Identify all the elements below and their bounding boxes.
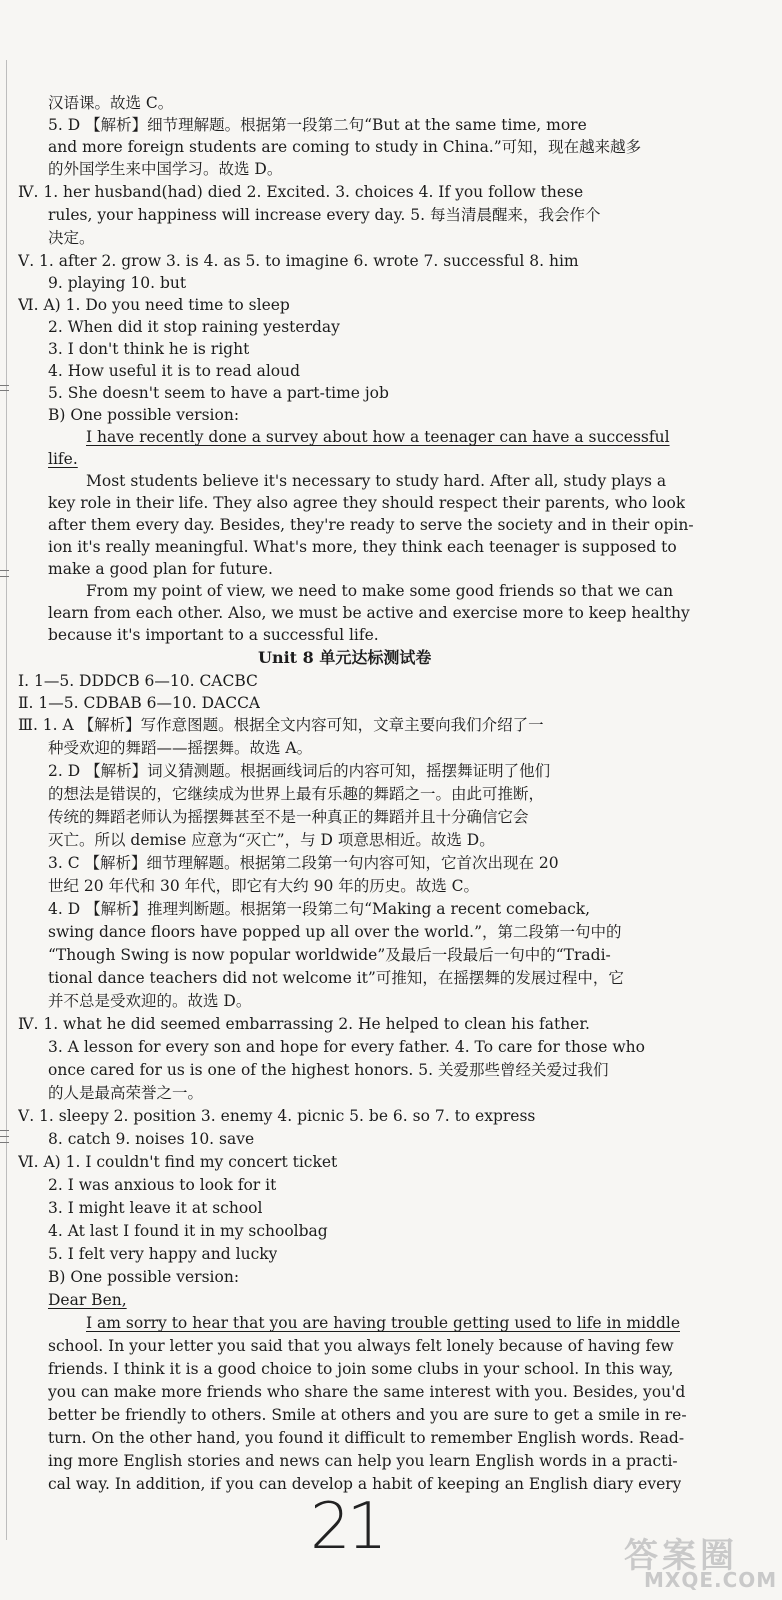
text-line: learn from each other. Also, we must be active and exercise more to keep healthy <box>48 604 690 622</box>
text-line: Ⅱ. 1—5. CDBAB 6—10. DACCA <box>18 694 261 712</box>
text-line: 灭亡。所以 demise 应意为“灭亡”，与 D 项意思相近。故选 D。 <box>48 831 495 849</box>
underlined-line: life. <box>48 450 78 468</box>
text-line: Ⅵ. A) 1. Do you need time to sleep <box>18 296 290 314</box>
underlined-line: I am sorry to hear that you are having trouble getting used to life in middle <box>86 1314 681 1332</box>
text-line: B) One possible version: <box>48 1268 240 1286</box>
text-line: 4. At last I found it in my schoolbag <box>48 1222 328 1240</box>
text-line: swing dance floors have popped up all over the world.”，第二段第一句中的 <box>48 923 622 941</box>
text-line: and more foreign students are coming to study in China.”可知，现在越来越多 <box>48 138 642 156</box>
text-line: after them every day. Besides, they're ready to serve the society and in their opin- <box>48 516 694 534</box>
text-line: friends. I think it is a good choice to join some clubs in your school. In this way, <box>48 1360 674 1378</box>
text-line: once cared for us is one of the highest honors. 5. 关爱那些曾经关爱过我们 <box>48 1061 609 1079</box>
text-line: 5. I felt very happy and lucky <box>48 1245 278 1263</box>
text-line: cal way. In addition, if you can develop a habit of keeping an English diary every <box>48 1475 682 1493</box>
text-line: school. In your letter you said that you always felt lonely because of having few <box>48 1337 674 1355</box>
text-line: Ⅴ. 1. after 2. grow 3. is 4. as 5. to imagine 6. wrote 7. successful 8. him <box>18 252 579 270</box>
text-line: 3. I might leave it at school <box>48 1199 263 1217</box>
text-line: 3. C 【解析】细节理解题。根据第二段第一句内容可知，它首次出现在 20 <box>48 854 559 872</box>
text-line: Ⅳ. 1. what he did seemed embarrassing 2. He helped to clean his father. <box>18 1015 590 1033</box>
binding-edge-line <box>6 60 7 1540</box>
text-line: tional dance teachers did not welcome it”可推知，在摇摆舞的发展过程中，它 <box>48 969 624 987</box>
text-line: make a good plan for future. <box>48 560 273 578</box>
text-line: 汉语课。故选 C。 <box>48 94 174 112</box>
unit-heading: Unit 8 单元达标测试卷 <box>258 648 432 667</box>
binding-tick <box>0 1130 9 1131</box>
text-line: Most students believe it's necessary to study hard. After all, study plays a <box>86 472 667 490</box>
binding-tick <box>0 390 9 391</box>
underlined-line: I have recently done a survey about how a teenager can have a successful <box>86 428 670 446</box>
text-line: B) One possible version: <box>48 406 240 424</box>
binding-tick <box>0 1136 9 1137</box>
text-line: Ⅴ. 1. sleepy 2. position 3. enemy 4. picnic 5. be 6. so 7. to express <box>18 1107 536 1125</box>
text-line: 3. I don't think he is right <box>48 340 250 358</box>
text-line: 2. When did it stop raining yesterday <box>48 318 340 336</box>
text-line: 2. D 【解析】词义猜测题。根据画线词后的内容可知，摇摆舞证明了他们 <box>48 762 551 780</box>
text-line: Ⅰ. 1—5. DDDCB 6—10. CACBC <box>18 672 258 690</box>
text-line: 世纪 20 年代和 30 年代，即它有大约 90 年的历史。故选 C。 <box>48 877 480 895</box>
text-line: ing more English stories and news can help you learn English words in a practi- <box>48 1452 678 1470</box>
text-line: Ⅵ. A) 1. I couldn't find my concert ticket <box>18 1153 338 1171</box>
watermark-logo-text: 答案圈 <box>624 1536 738 1576</box>
text-line: 决定。 <box>48 229 95 247</box>
binding-tick <box>0 385 9 386</box>
text-line: Ⅳ. 1. her husband(had) died 2. Excited. 3. choices 4. If you follow these <box>18 183 584 201</box>
text-line: better be friendly to others. Smile at others and you are sure to get a smile in re- <box>48 1406 687 1424</box>
text-line: 4. How useful it is to read aloud <box>48 362 301 380</box>
text-line: 8. catch 9. noises 10. save <box>48 1130 255 1148</box>
text-line: turn. On the other hand, you found it difficult to remember English words. Read- <box>48 1429 685 1447</box>
text-line: 4. D 【解析】推理判断题。根据第一段第二句“Making a recent comeback, <box>48 900 591 918</box>
binding-tick <box>0 1142 9 1143</box>
text-line: 5. She doesn't seem to have a part-time job <box>48 384 389 402</box>
binding-tick <box>0 576 9 577</box>
text-line: From my point of view, we need to make some good friends so that we can <box>86 582 674 600</box>
letter-salutation: Dear Ben, <box>48 1291 127 1309</box>
text-line: 的人是最高荣誉之一。 <box>48 1084 204 1102</box>
text-line: 5. D 【解析】细节理解题。根据第一段第二句“But at the same time, more <box>48 116 587 134</box>
text-line: 种受欢迎的舞蹈——摇摆舞。故选 A。 <box>48 739 313 757</box>
text-line: 的想法是错误的，它继续成为世界上最有乐趣的舞蹈之一。由此可推断， <box>48 785 545 803</box>
text-line: rules, your happiness will increase every day. 5. 每当清晨醒来，我会作个 <box>48 206 601 224</box>
text-line: ion it's really meaningful. What's more, they think each teenager is supposed to <box>48 538 677 556</box>
text-line: 传统的舞蹈老师认为摇摆舞甚至不是一种真正的舞蹈并且十分确信它会 <box>48 808 529 826</box>
text-line: 9. playing 10. but <box>48 274 187 292</box>
text-line: 并不总是受欢迎的。故选 D。 <box>48 992 252 1010</box>
text-line: Ⅲ. 1. A 【解析】写作意图题。根据全文内容可知，文章主要向我们介绍了一 <box>18 716 544 734</box>
text-line: 2. I was anxious to look for it <box>48 1176 277 1194</box>
text-line: “Though Swing is now popular worldwide”及最后一段最后一句中的“Tradi- <box>48 946 611 964</box>
text-line: key role in their life. They also agree they should respect their parents, who look <box>48 494 686 512</box>
text-line: you can make more friends who share the same interest with you. Besides, you'd <box>48 1383 686 1401</box>
page-number: 21 <box>310 1490 384 1564</box>
text-line: 3. A lesson for every son and hope for every father. 4. To care for those who <box>48 1038 645 1056</box>
binding-tick <box>0 570 9 571</box>
site-watermark <box>564 1528 778 1594</box>
watermark-url-text: MXQE.COM <box>644 1568 778 1592</box>
text-line: because it's important to a successful life. <box>48 626 379 644</box>
text-line: 的外国学生来中国学习。故选 D。 <box>48 160 283 178</box>
